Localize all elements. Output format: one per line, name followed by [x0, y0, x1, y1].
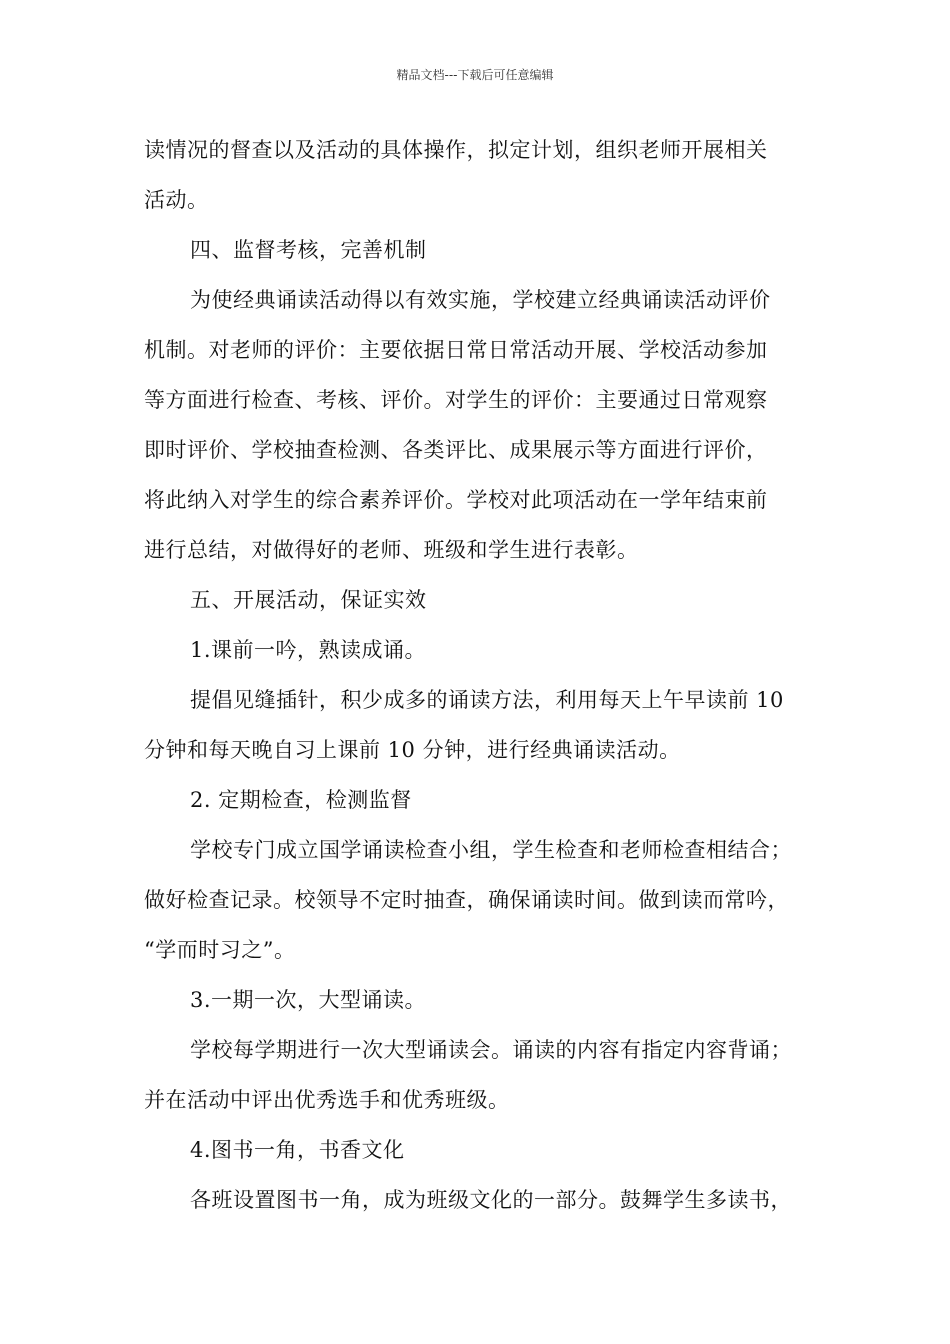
text-line: 活动。	[144, 188, 209, 212]
text-line: 等方面进行检查、考核、评价。对学生的评价：主要通过日常观察	[144, 388, 768, 412]
page-header: 精品文档---下载后可任意编辑	[396, 68, 554, 82]
text-line: 机制。对老师的评价：主要依据日常日常活动开展、学校活动参加	[144, 338, 768, 362]
text-line: 分钟和每天晚自习上课前 10 分钟，进行经典诵读活动。	[144, 738, 681, 762]
section-heading: 四、监督考核，完善机制	[190, 238, 427, 262]
text-line: 各班设置图书一角，成为班级文化的一部分。鼓舞学生多读书，	[190, 1188, 792, 1212]
text-line: 做好检查记录。校领导不定时抽查，确保诵读时间。做到读而常吟，	[144, 888, 789, 912]
text-line: 学校专门成立国学诵读检查小组，学生检查和老师检查相结合；	[190, 838, 792, 862]
subsection-heading: 1.课前一吟，熟读成诵。	[190, 638, 427, 662]
text-line: 并在活动中评出优秀选手和优秀班级。	[144, 1088, 510, 1112]
text-line: 读情况的督查以及活动的具体操作，拟定计划，组织老师开展相关	[144, 138, 768, 162]
text-line: 提倡见缝插针，积少成多的诵读方法，利用每天上午早读前 10	[190, 688, 784, 712]
subsection-heading: 2. 定期检查，检测监督	[190, 788, 412, 812]
section-heading: 五、开展活动，保证实效	[190, 588, 427, 612]
text-line: “学而时习之”。	[144, 938, 296, 962]
text-line: 为使经典诵读活动得以有效实施，学校建立经典诵读活动评价	[190, 288, 771, 312]
text-line: 将此纳入对学生的综合素养评价。学校对此项活动在一学年结束前	[144, 488, 768, 512]
subsection-heading: 3.一期一次，大型诵读。	[190, 988, 427, 1012]
text-line: 进行总结，对做得好的老师、班级和学生进行表彰。	[144, 538, 639, 562]
subsection-heading: 4.图书一角，书香文化	[190, 1138, 405, 1162]
text-line: 学校每学期进行一次大型诵读会。诵读的内容有指定内容背诵；	[190, 1038, 792, 1062]
text-line: 即时评价、学校抽查检测、各类评比、成果展示等方面进行评价，	[144, 438, 768, 462]
